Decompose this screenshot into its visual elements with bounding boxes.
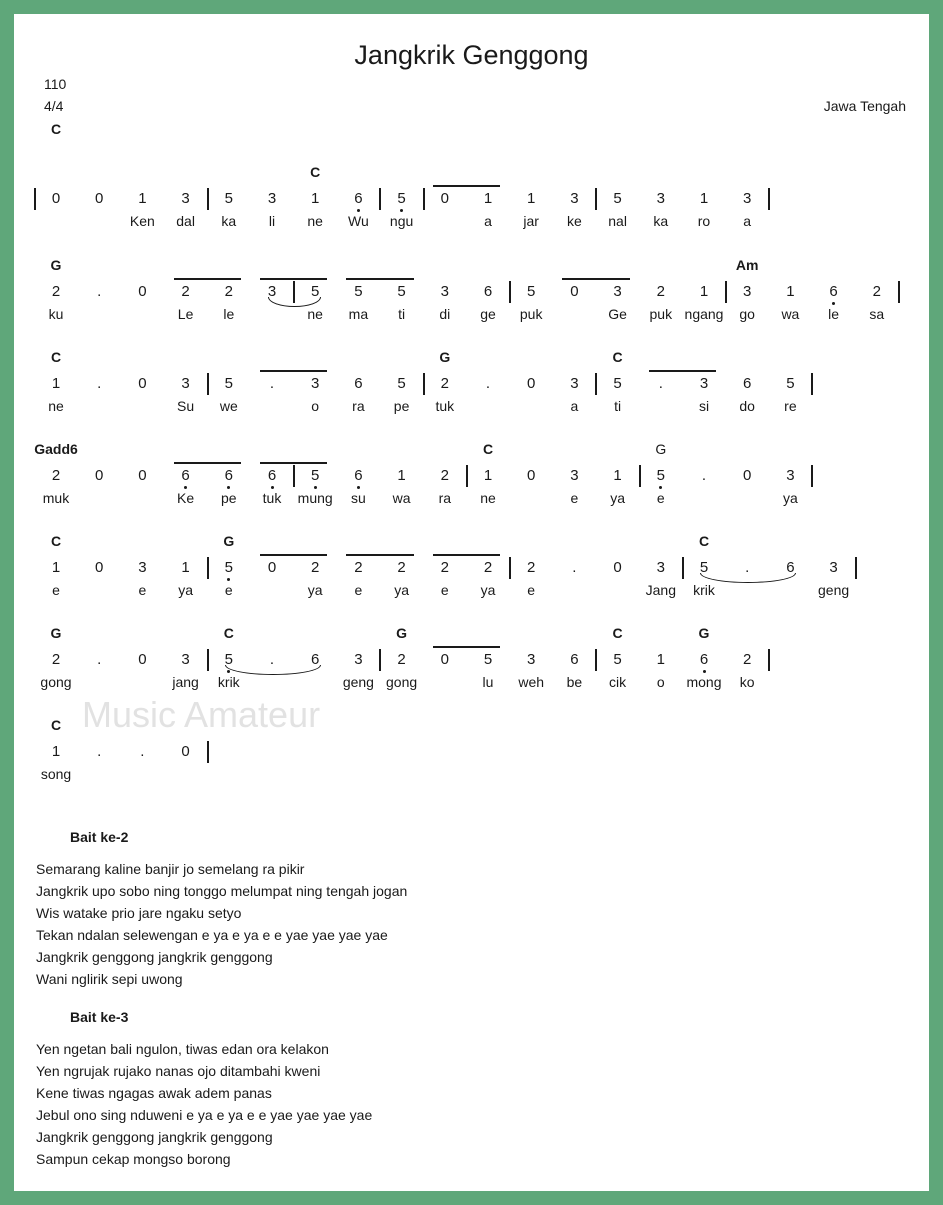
octave-dot xyxy=(184,486,187,489)
bar-line xyxy=(682,557,684,579)
bar-line xyxy=(811,373,813,395)
bar-line xyxy=(595,649,597,671)
lyric-syllable: dal xyxy=(176,213,195,229)
lyric-syllable: be xyxy=(566,674,583,690)
note: 5 xyxy=(786,375,795,392)
note: 6 xyxy=(786,559,795,576)
note: . xyxy=(97,283,102,300)
note: 6 xyxy=(743,375,752,392)
note: 5 xyxy=(699,559,709,576)
note: 3 xyxy=(181,375,190,392)
note: 2 xyxy=(181,283,190,300)
verse-title: Bait ke-2 xyxy=(70,829,129,845)
octave-dot xyxy=(357,209,360,212)
note: 1 xyxy=(613,467,622,484)
lyric-syllable: o xyxy=(311,398,320,414)
note: 0 xyxy=(95,190,104,207)
bar-line xyxy=(293,465,295,487)
note: 5 xyxy=(224,651,233,668)
note: 3 xyxy=(656,190,665,207)
lyric-syllable: ya xyxy=(480,582,496,598)
octave-dot xyxy=(659,486,662,489)
note: 6 xyxy=(224,467,233,484)
beam-line xyxy=(649,370,716,372)
octave-dot xyxy=(227,578,230,581)
note: . xyxy=(269,651,275,668)
lyric-syllable: Ke xyxy=(177,490,195,506)
bar-line xyxy=(379,188,381,210)
verse-line: Yen ngrujak rujako nanas ojo ditambahi kweni xyxy=(36,1063,321,1079)
key-chord: C xyxy=(51,121,62,137)
note: 3 xyxy=(267,190,277,207)
note: 6 xyxy=(181,467,190,484)
octave-dot xyxy=(832,302,835,305)
lyric-syllable: mong xyxy=(686,674,722,690)
note: 1 xyxy=(656,651,665,668)
verse-line: Jangkrik upo sobo ning tonggo melumpat ning tengah jogan xyxy=(36,883,408,899)
lyric-syllable: lu xyxy=(482,674,494,690)
verse-title: Bait ke-3 xyxy=(70,1009,129,1025)
lyric-syllable: Ge xyxy=(608,306,627,322)
note: 2 xyxy=(224,283,233,300)
note: 2 xyxy=(440,467,449,484)
lyric-syllable: ya xyxy=(610,490,625,506)
note: 3 xyxy=(440,283,449,300)
chord-label: G xyxy=(655,441,667,457)
lyric-syllable: si xyxy=(698,398,710,414)
lyric-syllable: krik xyxy=(693,582,715,598)
lyric-syllable: song xyxy=(40,766,72,782)
bar-line xyxy=(34,188,36,210)
note: 2 xyxy=(354,559,363,576)
verse-line: Kene tiwas ngagas awak adem panas xyxy=(36,1085,272,1101)
note: 0 xyxy=(527,375,536,392)
octave-dot xyxy=(703,670,706,673)
note: 1 xyxy=(181,559,190,576)
chord-label: G xyxy=(396,625,408,641)
note: . xyxy=(572,559,577,576)
lyric-syllable: Jang xyxy=(645,582,676,598)
note: . xyxy=(140,743,145,760)
chord-label: C xyxy=(223,625,234,641)
note: 3 xyxy=(527,651,536,668)
note: 3 xyxy=(138,559,147,576)
note: 6 xyxy=(699,651,709,668)
lyric-syllable: ge xyxy=(480,306,496,322)
chord-label: G xyxy=(50,257,62,273)
song-origin: Jawa Tengah xyxy=(823,98,906,114)
note: 6 xyxy=(354,190,363,207)
note: 5 xyxy=(397,283,406,300)
note: 3 xyxy=(181,190,190,207)
verse-line: Jebul ono sing nduweni e ya e ya e e yae yae yae yae xyxy=(36,1107,373,1123)
chord-label: C xyxy=(698,533,710,549)
note: 1 xyxy=(786,283,795,300)
bar-line xyxy=(639,465,641,487)
lyric-syllable: do xyxy=(739,398,755,414)
bar-line xyxy=(207,557,209,579)
lyric-syllable: li xyxy=(268,213,276,229)
note: 6 xyxy=(354,375,363,392)
lyric-syllable: go xyxy=(739,306,755,322)
note: 1 xyxy=(51,375,61,392)
note: 5 xyxy=(527,283,536,300)
chord-label: G xyxy=(439,349,451,365)
lyric-syllable: ya xyxy=(307,582,323,598)
lyric-syllable: gong xyxy=(386,674,418,690)
verse-line: Yen ngetan bali ngulon, tiwas edan ora kelakon xyxy=(36,1041,329,1057)
lyric-syllable: Ken xyxy=(129,213,155,229)
note: 5 xyxy=(397,190,406,207)
lyric-syllable: e xyxy=(52,582,60,598)
chord-label: C xyxy=(612,625,623,641)
bar-line xyxy=(207,188,209,210)
beam-line xyxy=(433,185,500,187)
note: 6 xyxy=(354,467,363,484)
verse-2 xyxy=(36,829,407,990)
lyric-syllable: su xyxy=(350,490,366,506)
note: 3 xyxy=(743,190,752,207)
note: 5 xyxy=(311,283,320,300)
lyric-syllable: Su xyxy=(177,398,195,414)
note: 0 xyxy=(95,467,104,484)
note: 1 xyxy=(527,190,536,207)
verse-3 xyxy=(36,1009,372,1170)
note: 6 xyxy=(570,651,579,668)
note: 2 xyxy=(51,467,61,484)
note: 0 xyxy=(570,283,579,300)
lyric-syllable: weh xyxy=(518,674,545,690)
lyric-syllable: e xyxy=(570,490,579,506)
note: 2 xyxy=(51,283,61,300)
beam-line xyxy=(433,554,500,556)
verse-line: Jangkrik genggong jangkrik genggong xyxy=(36,1129,273,1145)
note: 1 xyxy=(397,467,406,484)
lyric-syllable: ya xyxy=(394,582,409,598)
chord-label: C xyxy=(310,164,321,180)
lyric-syllable: ti xyxy=(398,306,406,322)
lyric-syllable: a xyxy=(484,213,492,229)
note: 2 xyxy=(311,559,320,576)
note: 0 xyxy=(181,743,190,760)
note: 6 xyxy=(483,283,493,300)
beam-line xyxy=(174,462,241,464)
note: 3 xyxy=(699,375,709,392)
note: 0 xyxy=(743,467,752,484)
bar-line xyxy=(423,188,425,210)
bar-line xyxy=(207,373,209,395)
note: 3 xyxy=(613,283,622,300)
lyric-syllable: ke xyxy=(566,213,582,229)
lyric-syllable: e xyxy=(354,582,363,598)
note: 1 xyxy=(699,283,709,300)
bar-line xyxy=(509,557,511,579)
lyric-syllable: le xyxy=(828,306,840,322)
note: 0 xyxy=(440,190,449,207)
note: . xyxy=(658,375,663,392)
lyric-syllable: gong xyxy=(40,674,72,690)
lyric-syllable: e xyxy=(440,582,449,598)
note: 3 xyxy=(267,283,277,300)
bar-line xyxy=(595,188,597,210)
lyric-syllable: a xyxy=(570,398,579,414)
note: 6 xyxy=(267,467,277,484)
tempo: 110 xyxy=(44,76,67,92)
lyric-syllable: o xyxy=(656,674,665,690)
note: 2 xyxy=(872,283,881,300)
note: 5 xyxy=(613,375,622,392)
note: . xyxy=(745,559,750,576)
lyric-syllable: ne xyxy=(307,306,323,322)
lyric-syllable: cik xyxy=(609,674,627,690)
chord-label: G xyxy=(223,533,235,549)
beam-line xyxy=(260,278,327,280)
lyric-syllable: ku xyxy=(48,306,64,322)
beam-line xyxy=(174,278,241,280)
verse-line: Sampun cekap mongso borong xyxy=(36,1151,231,1167)
note: . xyxy=(97,743,102,760)
lyric-syllable: le xyxy=(223,306,235,322)
bar-line xyxy=(423,373,425,395)
verse-line: Semarang kaline banjir jo semelang ra pikir xyxy=(36,861,305,877)
bar-line xyxy=(207,741,209,763)
note: . xyxy=(269,375,275,392)
note: 5 xyxy=(224,190,233,207)
note: 3 xyxy=(570,467,579,484)
verse-line: Tekan ndalan selewengan e ya e ya e e yae yae yae yae xyxy=(36,927,388,943)
note: 1 xyxy=(138,190,147,207)
chord-label: C xyxy=(482,441,494,457)
bar-line xyxy=(725,281,727,303)
bar-line xyxy=(207,649,209,671)
verse-line: Jangkrik genggong jangkrik genggong xyxy=(36,949,273,965)
bar-line xyxy=(509,281,511,303)
lyric-syllable: tuk xyxy=(435,398,455,414)
lyric-syllable: ne xyxy=(48,398,64,414)
lyric-syllable: jar xyxy=(523,213,539,229)
note: 0 xyxy=(95,559,104,576)
lyric-syllable: e xyxy=(527,582,536,598)
note: 0 xyxy=(613,559,622,576)
note: 3 xyxy=(570,190,579,207)
watermark: Music Amateur xyxy=(82,694,321,735)
note: . xyxy=(97,375,102,392)
note: 2 xyxy=(483,559,493,576)
chord-label: G xyxy=(698,625,710,641)
note: 0 xyxy=(440,651,449,668)
note: 0 xyxy=(138,651,147,668)
note: . xyxy=(485,375,491,392)
note: . xyxy=(701,467,707,484)
note: 3 xyxy=(354,651,363,668)
note: 1 xyxy=(483,190,493,207)
note: 1 xyxy=(51,743,61,760)
verse-line: Wani nglirik sepi uwong xyxy=(36,971,183,987)
octave-dot xyxy=(314,486,317,489)
lyric-syllable: ka xyxy=(653,213,669,229)
lyric-syllable: ne xyxy=(307,213,323,229)
note: 6 xyxy=(829,283,838,300)
chord-label: C xyxy=(612,349,623,365)
lyric-syllable: re xyxy=(784,398,797,414)
note: 3 xyxy=(311,375,320,392)
lyric-syllable: e xyxy=(138,582,147,598)
octave-dot xyxy=(227,670,230,673)
chord-label: Gadd6 xyxy=(34,441,78,457)
lyric-syllable: wa xyxy=(392,490,411,506)
note: 0 xyxy=(267,559,277,576)
beam-line xyxy=(260,462,327,464)
note: 2 xyxy=(440,375,449,392)
beam-line xyxy=(346,278,413,280)
lyric-syllable: sa xyxy=(869,306,885,322)
bar-line xyxy=(768,649,770,671)
lyric-syllable: nal xyxy=(608,213,627,229)
note: 2 xyxy=(51,651,61,668)
lyric-syllable: pe xyxy=(221,490,237,506)
note: 1 xyxy=(311,190,320,207)
note: 2 xyxy=(656,283,665,300)
verse-line: Wis watake prio jare ngaku setyo xyxy=(36,905,242,921)
lyric-syllable: di xyxy=(439,306,451,322)
beam-line xyxy=(346,554,413,556)
lyric-syllable: ra xyxy=(438,490,452,506)
octave-dot xyxy=(271,486,274,489)
note: 5 xyxy=(613,190,622,207)
lyric-syllable: ro xyxy=(697,213,711,229)
note: 2 xyxy=(397,651,406,668)
lyric-syllable: ti xyxy=(614,398,622,414)
lyric-syllable: mung xyxy=(297,490,333,506)
note: 3 xyxy=(181,651,190,668)
time-signature: 4/4 xyxy=(44,98,64,114)
note: 3 xyxy=(786,467,795,484)
note: 2 xyxy=(743,651,752,668)
bar-line xyxy=(855,557,857,579)
lyric-syllable: puk xyxy=(649,306,673,322)
octave-dot xyxy=(400,209,403,212)
chord-label: Am xyxy=(735,257,759,273)
note: 1 xyxy=(51,559,61,576)
lyric-syllable: we xyxy=(219,398,238,414)
bar-line xyxy=(379,649,381,671)
note: 3 xyxy=(570,375,579,392)
note: 0 xyxy=(527,467,536,484)
note: . xyxy=(97,651,102,668)
note: 0 xyxy=(138,467,147,484)
note: 5 xyxy=(656,467,665,484)
chord-label: C xyxy=(50,349,62,365)
bar-line xyxy=(768,188,770,210)
note: 5 xyxy=(613,651,622,668)
lyric-syllable: ya xyxy=(782,490,798,506)
lyric-syllable: e xyxy=(224,582,233,598)
lyric-syllable: muk xyxy=(42,490,70,506)
note: 0 xyxy=(138,375,147,392)
note: 0 xyxy=(138,283,147,300)
lyric-syllable: ne xyxy=(480,490,496,506)
lyric-syllable: Le xyxy=(177,306,194,322)
note: 5 xyxy=(354,283,363,300)
beam-line xyxy=(562,278,629,280)
note: 3 xyxy=(743,283,752,300)
note: 5 xyxy=(224,375,233,392)
note: 2 xyxy=(440,559,449,576)
note: 5 xyxy=(483,651,493,668)
lyric-syllable: wa xyxy=(781,306,800,322)
lyric-syllable: ngu xyxy=(389,213,414,229)
note: 5 xyxy=(397,375,406,392)
lyric-syllable: ya xyxy=(178,582,193,598)
lyric-syllable: e xyxy=(656,490,665,506)
octave-dot xyxy=(227,486,230,489)
note: 5 xyxy=(224,559,233,576)
note: 5 xyxy=(311,467,320,484)
note: 3 xyxy=(656,559,665,576)
lyric-syllable: ma xyxy=(348,306,369,322)
lyric-syllable: geng xyxy=(342,674,374,690)
bar-line xyxy=(898,281,900,303)
lyric-syllable: ka xyxy=(221,213,237,229)
note: 1 xyxy=(699,190,709,207)
lyric-syllable: ra xyxy=(352,398,365,414)
note: 0 xyxy=(51,190,61,207)
lyric-syllable: tuk xyxy=(262,490,282,506)
note: 2 xyxy=(397,559,406,576)
note: 1 xyxy=(483,467,493,484)
lyric-syllable: pe xyxy=(393,398,410,414)
lyric-syllable: a xyxy=(743,213,752,229)
lyric-syllable: Wu xyxy=(348,213,369,229)
lyric-syllable: puk xyxy=(519,306,543,322)
lyric-syllable: krik xyxy=(217,674,240,690)
beam-line xyxy=(260,554,327,556)
beam-line xyxy=(433,646,500,648)
chord-label: G xyxy=(50,625,62,641)
bar-line xyxy=(811,465,813,487)
lyric-syllable: jang xyxy=(172,674,199,690)
octave-dot xyxy=(357,486,360,489)
lyric-syllable: ngang xyxy=(684,306,724,322)
note: 6 xyxy=(311,651,320,668)
lyric-syllable: geng xyxy=(818,582,850,598)
lyric-syllable: ko xyxy=(739,674,755,690)
bar-line xyxy=(466,465,468,487)
note: 3 xyxy=(829,559,838,576)
chord-label: C xyxy=(50,533,62,549)
chord-label: C xyxy=(50,717,62,733)
bar-line xyxy=(595,373,597,395)
note: 2 xyxy=(527,559,536,576)
song-title: Jangkrik Genggong xyxy=(354,40,589,70)
beam-line xyxy=(260,370,327,372)
sheet-page xyxy=(14,14,929,1191)
